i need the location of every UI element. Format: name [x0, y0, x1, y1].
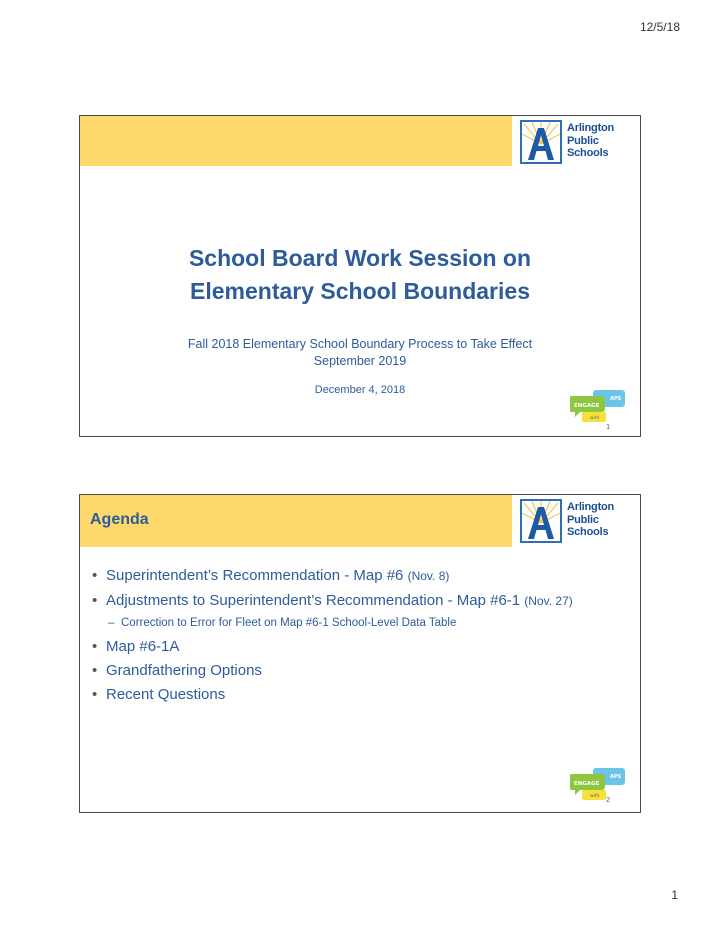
- slide-number: 2: [606, 797, 610, 804]
- presentation-date: December 4, 2018: [314, 384, 406, 396]
- aps-logo-icon: [520, 120, 562, 164]
- svg-text:APS: APS: [610, 396, 622, 402]
- page-date: 12/5/18: [639, 20, 680, 34]
- list-item: • Recent Questions: [88, 684, 628, 705]
- aps-logo-icon: [520, 499, 562, 543]
- engage-aps-icon: [570, 766, 626, 802]
- svg-text:ENGAGE: ENGAGE: [574, 403, 600, 409]
- slide-title: [79, 115, 641, 437]
- engage-aps-icon: [570, 388, 626, 424]
- list-subitem: – Correction to Error for Fleet on Map #6-1 School-Level Data Table: [88, 615, 628, 632]
- list-item: • Adjustments to Superintendent’s Recommendation - Map #6-1 (Nov. 27): [88, 590, 628, 612]
- slide-subtitle: Fall 2018 Elementary School Boundary Process to Take Effect September 2019: [187, 337, 533, 368]
- header-band: [80, 116, 512, 166]
- page-number: 1: [671, 888, 678, 902]
- svg-text:with: with: [590, 416, 600, 421]
- slide-number: 1: [606, 424, 610, 431]
- list-item: • Grandfathering Options: [88, 660, 628, 681]
- svg-text:ENGAGE: ENGAGE: [574, 781, 600, 787]
- list-item: • Map #6-1A: [88, 636, 628, 657]
- slide-heading: Agenda: [90, 511, 149, 528]
- svg-text:APS: APS: [610, 774, 622, 780]
- aps-logo: Arlington Public Schools: [520, 120, 620, 164]
- agenda-list: [88, 565, 628, 708]
- svg-text:with: with: [590, 794, 600, 799]
- list-item: • Superintendent’s Recommendation - Map #6 (Nov. 8): [88, 565, 628, 587]
- slide-title-text: School Board Work Session on Elementary School Boundaries: [188, 245, 532, 304]
- slide-agenda: [79, 494, 641, 813]
- aps-logo: Arlington Public Schools: [520, 499, 620, 543]
